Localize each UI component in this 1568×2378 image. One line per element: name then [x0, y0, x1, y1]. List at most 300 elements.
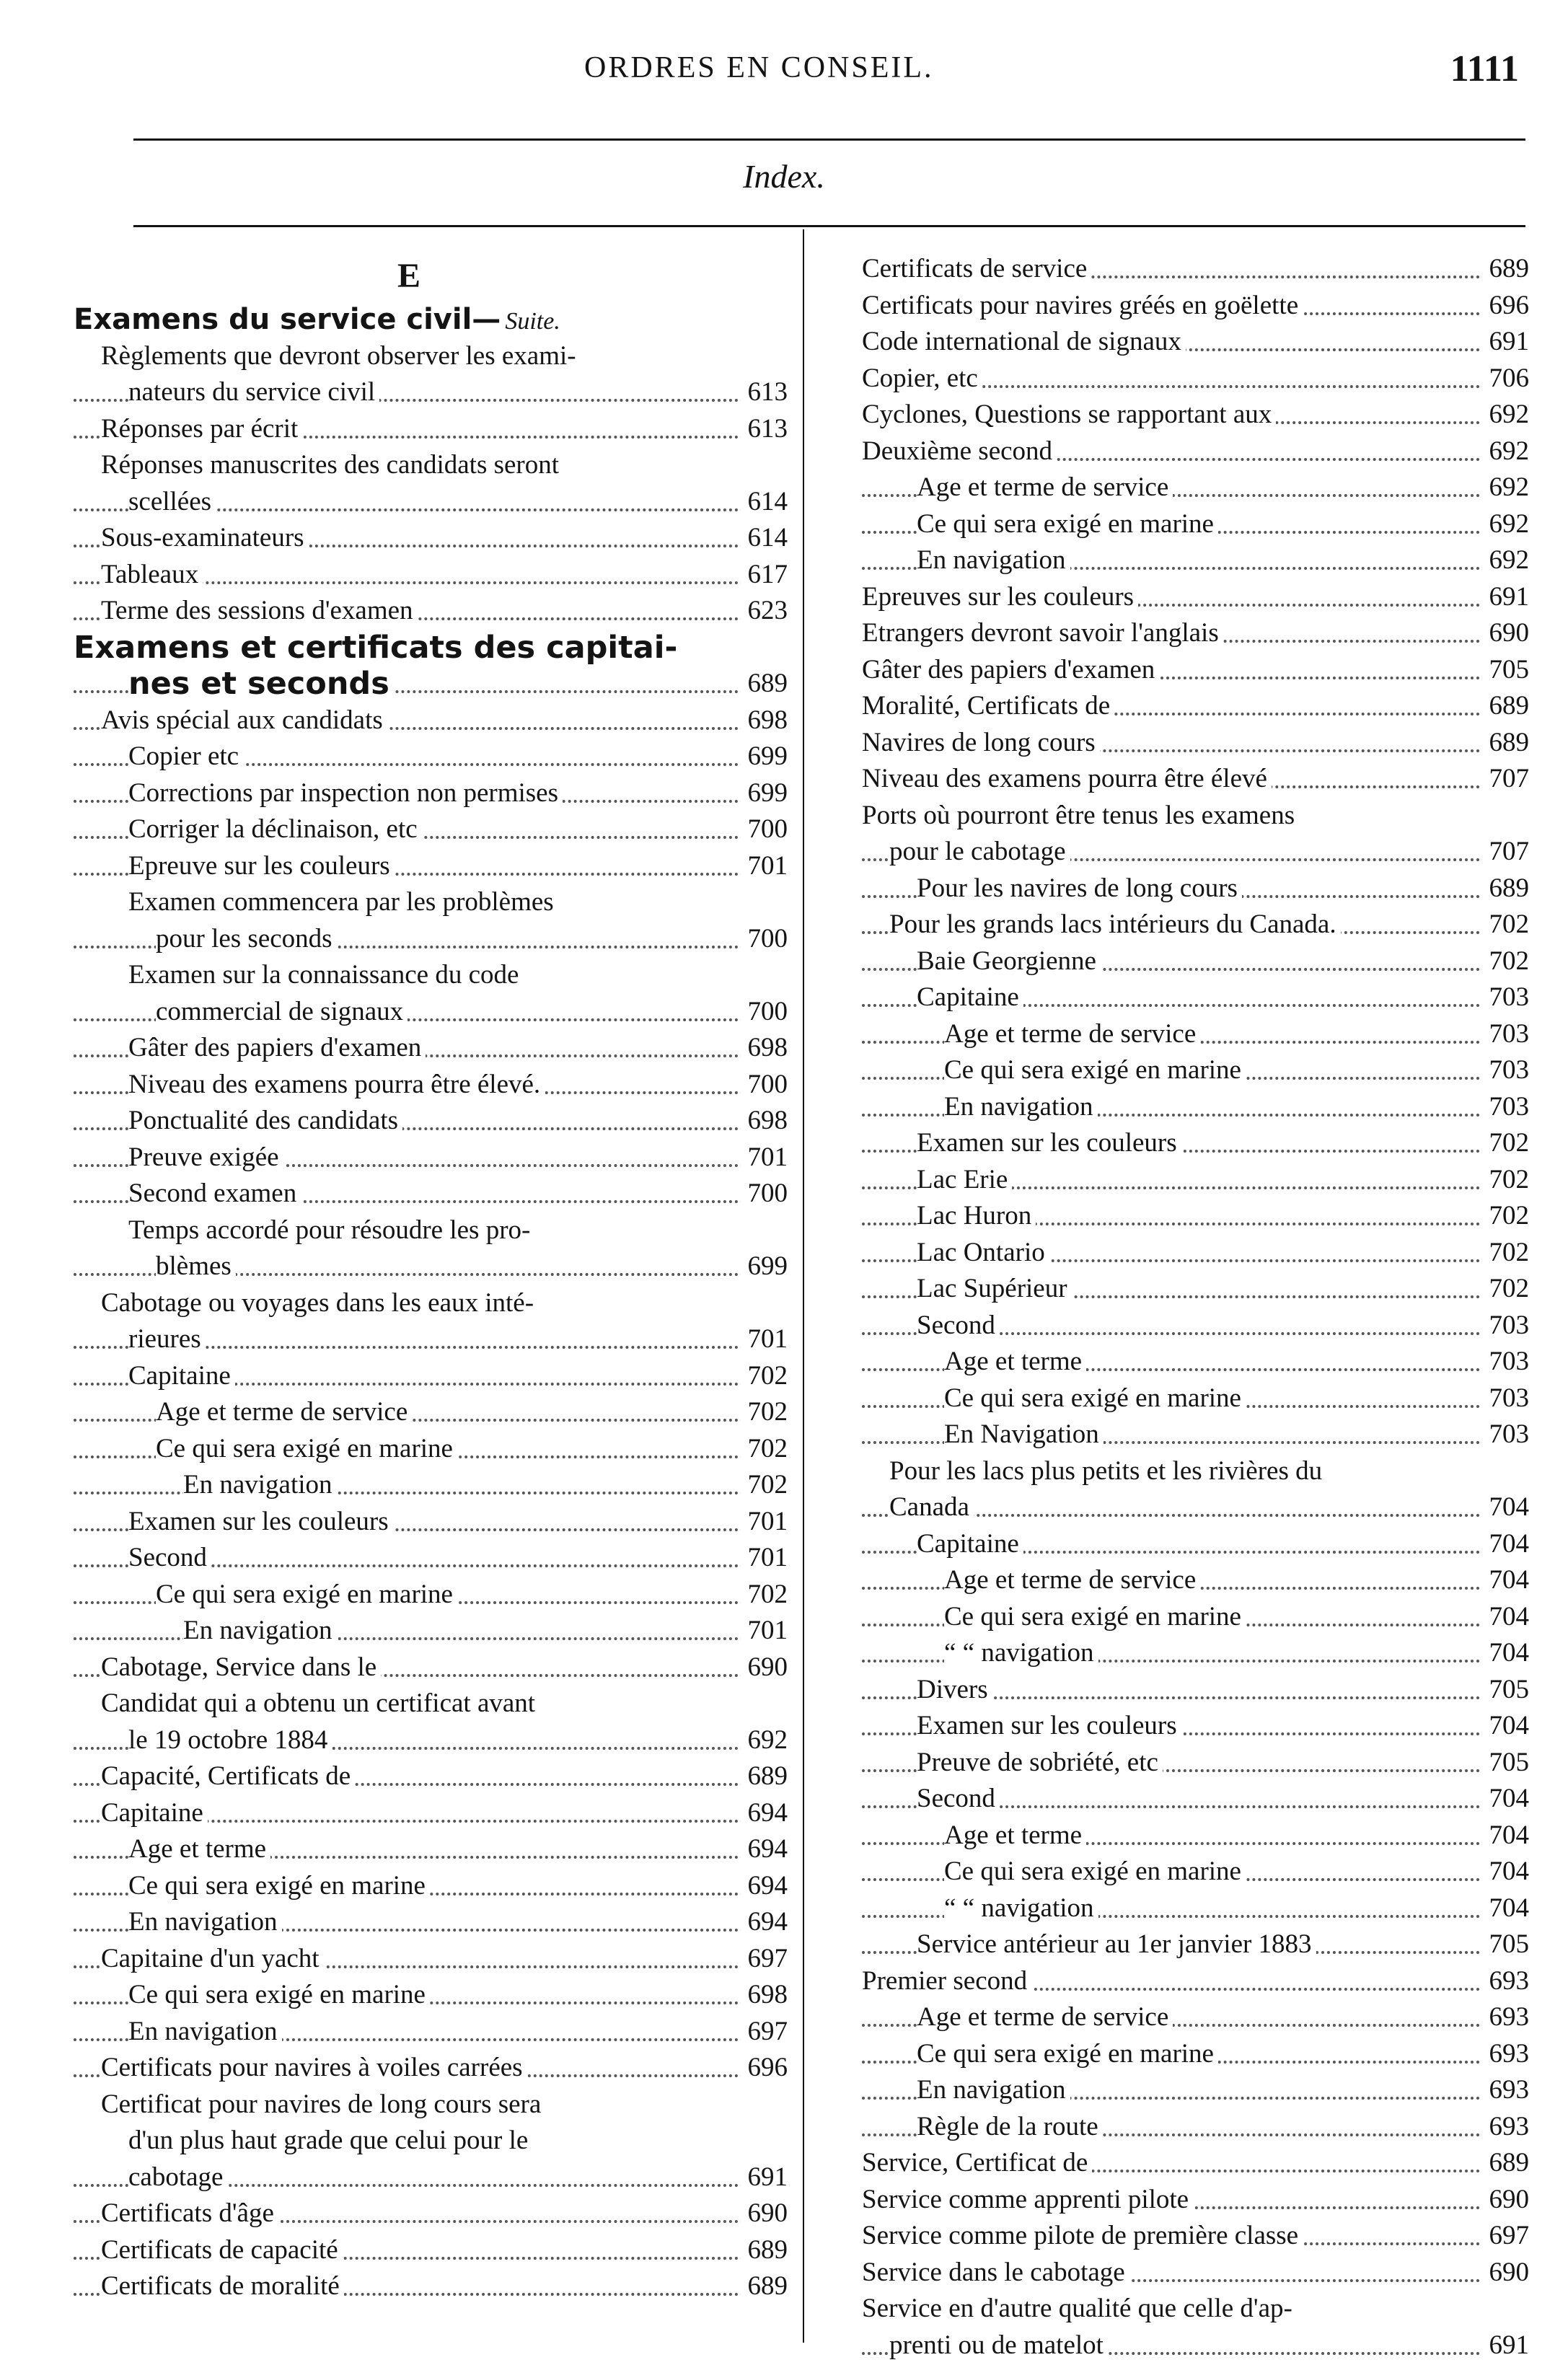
- index-entry-text: Divers: [917, 1675, 992, 1704]
- index-entry: [74, 2087, 788, 2123]
- index-page-number: 690: [1482, 2182, 1530, 2219]
- index-page-number: 703: [1482, 1089, 1530, 1126]
- index-page-number: 699: [741, 739, 788, 775]
- index-entry-text: Terme des sessions d'examen: [101, 596, 418, 625]
- index-entry: [74, 703, 788, 739]
- index-entry: [74, 2014, 788, 2051]
- index-entry-text: Lac Erie: [917, 1165, 1012, 1194]
- index-entry: [74, 1249, 788, 1285]
- index-entry-text: Niveau des examens pourra être élevé.: [128, 1070, 545, 1099]
- index-page-number: 691: [1482, 2328, 1530, 2364]
- index-entry-text: Candidat qui a obtenu un certificat avant: [101, 1688, 539, 1718]
- index-entry: [74, 1540, 788, 1577]
- index-entry: [74, 1868, 788, 1905]
- index-entry-text: d'un plus haut grade que celui pour le: [128, 2126, 532, 2155]
- index-entry-text: Examen sur les couleurs: [917, 1711, 1181, 1740]
- index-page-number: 698: [741, 1977, 788, 2014]
- index-page-number: 700: [741, 1176, 788, 1212]
- index-page-number: 704: [1482, 1635, 1530, 1672]
- index-entry: [74, 1904, 788, 1941]
- index-page-number: 702: [1482, 1198, 1530, 1235]
- index-entry-text: prenti ou de matelot: [889, 2330, 1108, 2360]
- index-entry-text: Moralité, Certificats de: [862, 691, 1114, 721]
- index-entry: [862, 1526, 1529, 1563]
- index-entry-text: Certificats pour navires à voiles carrées: [101, 2053, 527, 2082]
- right-column: [862, 251, 1529, 2364]
- index-entry: [862, 1271, 1529, 1308]
- index-entry-text: Copier, etc: [862, 364, 982, 393]
- index-entry-text: Cabotage, Service dans le: [101, 1652, 381, 1682]
- index-entry: [862, 324, 1529, 361]
- index-page-number: 701: [741, 1540, 788, 1577]
- index-entry: [74, 1321, 788, 1358]
- index-page-number: 693: [1482, 2072, 1530, 2109]
- index-entry: [74, 2196, 788, 2232]
- index-page-number: 617: [741, 557, 788, 594]
- index-entry-text: Ce qui sera exigé en marine: [944, 1055, 1246, 1085]
- index-page-number: 694: [741, 1868, 788, 1905]
- index-page-number: 689: [741, 666, 788, 703]
- index-page-number: 702: [741, 1467, 788, 1504]
- index-entry: [862, 725, 1529, 762]
- index-page-number: 707: [1482, 834, 1530, 871]
- index-page-number: 702: [1482, 907, 1530, 943]
- index-entry-text: “ “ navigation: [944, 1893, 1098, 1923]
- index-entry-text: Ce qui sera exigé en marine: [128, 1871, 430, 1901]
- index-entry-text: Ponctualité des candidats: [128, 1106, 402, 1135]
- index-page-number: 692: [1482, 542, 1530, 579]
- index-entry: [862, 251, 1529, 288]
- index-entry: [862, 1380, 1529, 1417]
- index-page-number: 700: [741, 921, 788, 958]
- index-entry-text: blèmes: [156, 1251, 236, 1281]
- index-entry: [74, 1686, 788, 1722]
- index-entry-text: Age et terme: [128, 1834, 270, 1864]
- index-entry: [74, 1613, 788, 1650]
- index-entry: [862, 798, 1529, 834]
- index-entry: [74, 2268, 788, 2305]
- index-entry-text: Capitaine: [128, 1361, 235, 1391]
- index-entry-text: Examen commencera par les problèmes: [128, 887, 558, 917]
- index-entry: [862, 1235, 1529, 1272]
- index-page-number: 704: [1482, 1489, 1530, 1526]
- index-entry: [74, 2232, 788, 2269]
- index-entry-text: Ce qui sera exigé en marine: [944, 1602, 1246, 1631]
- index-entry: [74, 1504, 788, 1541]
- index-entry-text: Age et terme de service: [917, 472, 1173, 502]
- index-entry: [862, 907, 1529, 943]
- index-page-number: 701: [741, 1321, 788, 1358]
- index-page-number: 705: [1482, 1672, 1530, 1709]
- index-entry-text: Examen sur les couleurs: [128, 1507, 393, 1536]
- index-page-number: 699: [741, 1249, 788, 1285]
- index-entry: [862, 1635, 1529, 1672]
- index-entry-text: Preuve de sobriété, etc: [917, 1748, 1163, 1777]
- index-entry: [74, 775, 788, 812]
- index-entry: [862, 979, 1529, 1016]
- index-page-number: 701: [741, 848, 788, 885]
- index-entry-text: Premier second: [862, 1966, 1031, 1996]
- index-entry: [74, 1030, 788, 1067]
- index-page-number: 702: [1482, 943, 1530, 980]
- running-title: ORDRES EN CONSEIL.: [584, 51, 934, 84]
- index-entry: [862, 2328, 1529, 2364]
- index-entry: [74, 666, 788, 703]
- index-entry: [74, 1795, 788, 1832]
- index-page-number: 693: [1482, 1963, 1530, 2000]
- index-entry: [862, 397, 1529, 433]
- index-entry: [862, 615, 1529, 652]
- index-entry-text: Règle de la route: [917, 2112, 1103, 2141]
- index-entry-text: En Navigation: [944, 1419, 1104, 1449]
- index-page-number: 689: [741, 1758, 788, 1795]
- index-page-number: 693: [1482, 2109, 1530, 2146]
- index-entry: [862, 871, 1529, 907]
- index-page-number: 689: [741, 2268, 788, 2305]
- index-page-number: 703: [1482, 1052, 1530, 1089]
- index-entry-text: Ce qui sera exigé en marine: [156, 1434, 457, 1463]
- column-divider: [803, 229, 804, 2343]
- index-entry-text: Ce qui sera exigé en marine: [917, 509, 1218, 539]
- index-page-number: 691: [741, 2159, 788, 2196]
- index-page-number: 697: [741, 1941, 788, 1978]
- index-page-number: 692: [1482, 470, 1530, 506]
- index-entry: [74, 411, 788, 448]
- index-entry-text: Age et terme de service: [156, 1397, 412, 1427]
- index-entry: [862, 1489, 1529, 1526]
- index-entry: [74, 1577, 788, 1613]
- index-entry-text: Age et terme de service: [944, 1565, 1200, 1595]
- index-entry: [74, 338, 788, 375]
- index-entry-text: Lac Ontario: [917, 1238, 1049, 1267]
- index-entry: [74, 1212, 788, 1249]
- index-entry-text: Certificats d'âge: [101, 2198, 278, 2228]
- index-entry: [862, 1708, 1529, 1745]
- index-entry: [862, 542, 1529, 579]
- index-entry: [862, 470, 1529, 506]
- index-page-number: 702: [741, 1358, 788, 1395]
- index-page-number: 702: [741, 1394, 788, 1431]
- index-page-number: 702: [1482, 1125, 1530, 1162]
- index-entry-text: nateurs du service civil: [128, 377, 379, 407]
- index-entry: [74, 301, 788, 338]
- index-page-number: 701: [741, 1504, 788, 1541]
- index-page-number: 694: [741, 1904, 788, 1941]
- index-entry: [862, 1672, 1529, 1709]
- index-entry: [862, 2255, 1529, 2291]
- index-entry-text: Pour les lacs plus petits et les rivières du: [889, 1456, 1326, 1486]
- index-page-number: 690: [1482, 615, 1530, 652]
- index-page-number: 614: [741, 484, 788, 521]
- index-entry-text: E: [397, 257, 420, 295]
- index-page-number: 698: [741, 1030, 788, 1067]
- index-page-number: 700: [741, 1067, 788, 1104]
- index-page-number: 703: [1482, 1344, 1530, 1380]
- index-page-number: 690: [1482, 2255, 1530, 2291]
- index-entry-text: pour le cabotage: [889, 837, 1070, 866]
- index-entry: [74, 739, 788, 775]
- index-page-number: 689: [741, 2232, 788, 2269]
- index-page-number: 614: [741, 520, 788, 557]
- index-entry: [862, 688, 1529, 725]
- index-page-number: 623: [741, 593, 788, 630]
- index-entry: [74, 994, 788, 1031]
- index-entry-text: Age et terme de service: [917, 2002, 1173, 2032]
- index-entry-text: Ce qui sera exigé en marine: [944, 1857, 1246, 1886]
- index-entry-text: En navigation: [944, 1092, 1098, 1122]
- index-page-number: 704: [1482, 1818, 1530, 1854]
- index-page-number: 613: [741, 374, 788, 411]
- index-entry-text: Certificat pour navires de long cours sera: [101, 2089, 545, 2119]
- index-entry: [862, 1999, 1529, 2036]
- section-title: Index.: [743, 158, 825, 195]
- index-entry: [74, 1285, 788, 1322]
- index-entry: [74, 884, 788, 921]
- index-page-number: 701: [741, 1613, 788, 1650]
- index-entry-text: rieures: [128, 1324, 206, 1354]
- index-entry-text: Baie Georgienne: [917, 946, 1101, 976]
- index-page-number: 689: [1482, 251, 1530, 288]
- index-page-number: 698: [741, 703, 788, 739]
- index-entry: [862, 761, 1529, 798]
- index-page-number: 702: [1482, 1235, 1530, 1272]
- index-entry: [74, 811, 788, 848]
- index-page-number: 691: [1482, 324, 1530, 361]
- index-page-number: 703: [1482, 1380, 1530, 1417]
- index-entry-text: Cyclones, Questions se rapportant aux: [862, 400, 1276, 429]
- index-entry-text: Capitaine: [917, 1529, 1023, 1559]
- index-entry: [74, 593, 788, 630]
- index-entry-text: commercial de signaux: [156, 997, 408, 1026]
- index-entry-text: Age et terme: [944, 1820, 1086, 1850]
- index-entry: [862, 1599, 1529, 1636]
- index-page-number: 702: [1482, 1162, 1530, 1199]
- page-number: 1111: [1450, 48, 1519, 89]
- index-entry: [862, 834, 1529, 871]
- index-entry: [862, 2109, 1529, 2146]
- index-entry: [74, 1103, 788, 1140]
- index-entry: [74, 2159, 788, 2196]
- index-entry-text: Ce qui sera exigé en marine: [128, 1980, 430, 2009]
- index-entry: [862, 1016, 1529, 1053]
- index-entry-text: Examens du service civil—: [74, 303, 505, 336]
- index-page-number: 696: [741, 2050, 788, 2087]
- section-letter: [74, 251, 788, 301]
- index-entry: [74, 520, 788, 557]
- index-entry: [74, 1394, 788, 1431]
- index-page-number: 696: [1482, 288, 1530, 325]
- index-entry: [862, 433, 1529, 470]
- index-entry: [862, 1052, 1529, 1089]
- index-entry-text: En navigation: [917, 545, 1070, 575]
- index-page-number: 693: [1482, 1999, 1530, 2036]
- index-entry-text: Epreuves sur les couleurs: [862, 582, 1138, 612]
- index-entry: [74, 1831, 788, 1868]
- index-page-number: 704: [1482, 1890, 1530, 1927]
- index-entry-text: Second: [128, 1543, 211, 1572]
- index-entry-text: “ “ navigation: [944, 1638, 1098, 1668]
- index-entry-text: Copier etc: [128, 741, 243, 771]
- index-page-number: 701: [741, 1140, 788, 1176]
- index-entry: [862, 2291, 1529, 2328]
- index-page-number: 702: [1482, 1271, 1530, 1308]
- index-entry: [862, 2036, 1529, 2073]
- index-page-number: 703: [1482, 979, 1530, 1016]
- index-entry: [862, 1854, 1529, 1890]
- index-entry-text: Age et terme: [944, 1347, 1086, 1376]
- index-entry-text: scellées: [128, 487, 216, 516]
- index-entry-text: Capacité, Certificats de: [101, 1761, 355, 1791]
- index-entry-text: Gâter des papiers d'examen: [862, 655, 1159, 684]
- index-entry-text: Examens et certificats des capitai-: [74, 630, 682, 666]
- index-entry-text: En navigation: [183, 1616, 337, 1645]
- index-entry: [74, 848, 788, 885]
- index-entry-text: cabotage: [128, 2162, 227, 2192]
- index-page-number: 613: [741, 411, 788, 448]
- index-entry-text: le 19 octobre 1884: [128, 1725, 332, 1755]
- index-entry-text: Pour les grands lacs intérieurs du Canada.: [889, 910, 1341, 939]
- index-entry: [862, 2072, 1529, 2109]
- index-entry-text: Service antérieur au 1er janvier 1883: [917, 1929, 1316, 1959]
- index-entry-text: Second: [917, 1784, 1000, 1813]
- index-entry-text: Ce qui sera exigé en marine: [944, 1383, 1246, 1413]
- index-entry: [862, 1344, 1529, 1380]
- index-page-number: 704: [1482, 1599, 1530, 1636]
- index-page-number: 702: [741, 1431, 788, 1468]
- index-entry-text: Preuve exigée: [128, 1142, 283, 1172]
- index-entry-text: Certificats pour navires gréés en goëlette: [862, 291, 1303, 320]
- index-entry-text: Service comme apprenti pilote: [862, 2185, 1193, 2214]
- index-page-number: 703: [1482, 1417, 1530, 1453]
- left-column: [74, 251, 788, 2305]
- index-page-number: 703: [1482, 1308, 1530, 1344]
- index-entry: [74, 1722, 788, 1759]
- index-page-number: 702: [741, 1577, 788, 1613]
- index-entry-text: Réponses manuscrites des candidats seront: [101, 450, 563, 480]
- index-entry-text: Capitaine: [101, 1798, 208, 1828]
- index-entry: [74, 374, 788, 411]
- index-entry: [74, 2050, 788, 2087]
- index-entry: [74, 1977, 788, 2014]
- index-entry: [862, 1162, 1529, 1199]
- index-entry: [74, 484, 788, 521]
- index-page-number: 704: [1482, 1708, 1530, 1745]
- index-page-number: 690: [741, 2196, 788, 2232]
- index-page-number: 693: [1482, 2036, 1530, 2073]
- index-entry-text: Deuxième second: [862, 436, 1057, 466]
- index-entry: [74, 1650, 788, 1686]
- index-page-number: 706: [1482, 361, 1530, 397]
- index-entry-text: Ce qui sera exigé en marine: [156, 1580, 457, 1609]
- index-entry: [862, 1198, 1529, 1235]
- index-entry-text: Canada: [889, 1492, 974, 1522]
- index-page-number: 704: [1482, 1526, 1530, 1563]
- index-page-number: 704: [1482, 1781, 1530, 1818]
- index-entry-text: Age et terme de service: [944, 1019, 1200, 1049]
- index-entry-text: Temps accordé pour résoudre les pro-: [128, 1215, 534, 1245]
- index-entry: [862, 361, 1529, 397]
- index-entry-text: Corrections par inspection non permises: [128, 778, 563, 808]
- index-entry-text: Sous-examinateurs: [101, 523, 309, 552]
- index-page-number: 689: [1482, 871, 1530, 907]
- index-entry: [862, 943, 1529, 980]
- index-entry-text: Examen sur la connaissance du code: [128, 960, 523, 990]
- index-entry: [74, 1758, 788, 1795]
- index-page-number: 691: [1482, 579, 1530, 616]
- index-page-number: 698: [741, 1103, 788, 1140]
- index-entry-text: Navires de long cours: [862, 728, 1100, 757]
- index-entry-text: Capitaine: [917, 982, 1023, 1012]
- index-entry-text: Tableaux: [101, 560, 203, 589]
- index-entry-text: Service comme pilote de première classe: [862, 2221, 1303, 2250]
- index-entry-text: Réponses par écrit: [101, 414, 302, 444]
- index-entry: [74, 557, 788, 594]
- index-page-number: 692: [1482, 397, 1530, 433]
- index-entry-text: Pour les navires de long cours: [917, 873, 1242, 903]
- index-entry: [862, 1745, 1529, 1782]
- index-page-number: 700: [741, 811, 788, 848]
- index-entry: [862, 1453, 1529, 1490]
- index-entry-text: pour les seconds: [156, 924, 337, 954]
- index-entry-text: Ce qui sera exigé en marine: [917, 2039, 1218, 2069]
- index-entry: [862, 652, 1529, 689]
- index-entry-text: Service en d'autre qualité que celle d'ap-: [862, 2294, 1297, 2323]
- index-page-number: 694: [741, 1795, 788, 1832]
- index-entry-text: Service, Certificat de: [862, 2148, 1092, 2177]
- index-entry-text: Epreuve sur les couleurs: [128, 851, 395, 881]
- index-entry: [74, 1140, 788, 1176]
- index-entry-text: Examen sur les couleurs: [917, 1128, 1181, 1158]
- index-page-number: 689: [1482, 725, 1530, 762]
- title-rule: [133, 225, 1525, 227]
- index-page-number: 692: [1482, 433, 1530, 470]
- index-page-number: 703: [1482, 1016, 1530, 1053]
- index-page-number: 705: [1482, 1926, 1530, 1963]
- index-entry: [74, 1067, 788, 1104]
- index-page-number: 705: [1482, 1745, 1530, 1782]
- index-entry-text: Niveau des examens pourra être élevé: [862, 764, 1272, 793]
- index-entry: [74, 1431, 788, 1468]
- index-entry-text: Capitaine d'un yacht: [101, 1944, 324, 1973]
- index-page-number: 697: [741, 2014, 788, 2051]
- index-entry-text: Certificats de service: [862, 254, 1091, 283]
- index-entry-text: Lac Huron: [917, 1201, 1036, 1230]
- index-entry: [862, 1926, 1529, 1963]
- index-entry: [862, 2145, 1529, 2182]
- index-entry-text: Second examen: [128, 1179, 301, 1208]
- index-entry-text: Gâter des papiers d'examen: [128, 1033, 426, 1062]
- page-header: [0, 50, 1568, 101]
- index-entry-text: Règlements que devront observer les exami-: [101, 341, 581, 371]
- index-entry-text: Ports où pourront être tenus les examens: [862, 801, 1299, 830]
- index-entry-text: Etrangers devront savoir l'anglais: [862, 618, 1223, 648]
- index-page-number: 694: [741, 1831, 788, 1868]
- index-entry: [862, 2182, 1529, 2219]
- index-entry: [862, 579, 1529, 616]
- index-entry-text: Certificats de moralité: [101, 2271, 344, 2301]
- index-entry-text: En navigation: [183, 1470, 337, 1500]
- index-page-number: 692: [1482, 506, 1530, 543]
- index-entry-text: Corriger la déclinaison, etc: [128, 814, 422, 844]
- index-page-number: 697: [1482, 2218, 1530, 2255]
- index-entry-text: En navigation: [128, 2017, 282, 2046]
- index-entry: [74, 957, 788, 994]
- index-entry: [74, 1467, 788, 1504]
- index-page-number: 704: [1482, 1854, 1530, 1890]
- index-page-number: 704: [1482, 1562, 1530, 1599]
- index-entry: [862, 1963, 1529, 2000]
- index-page-number: 692: [741, 1722, 788, 1759]
